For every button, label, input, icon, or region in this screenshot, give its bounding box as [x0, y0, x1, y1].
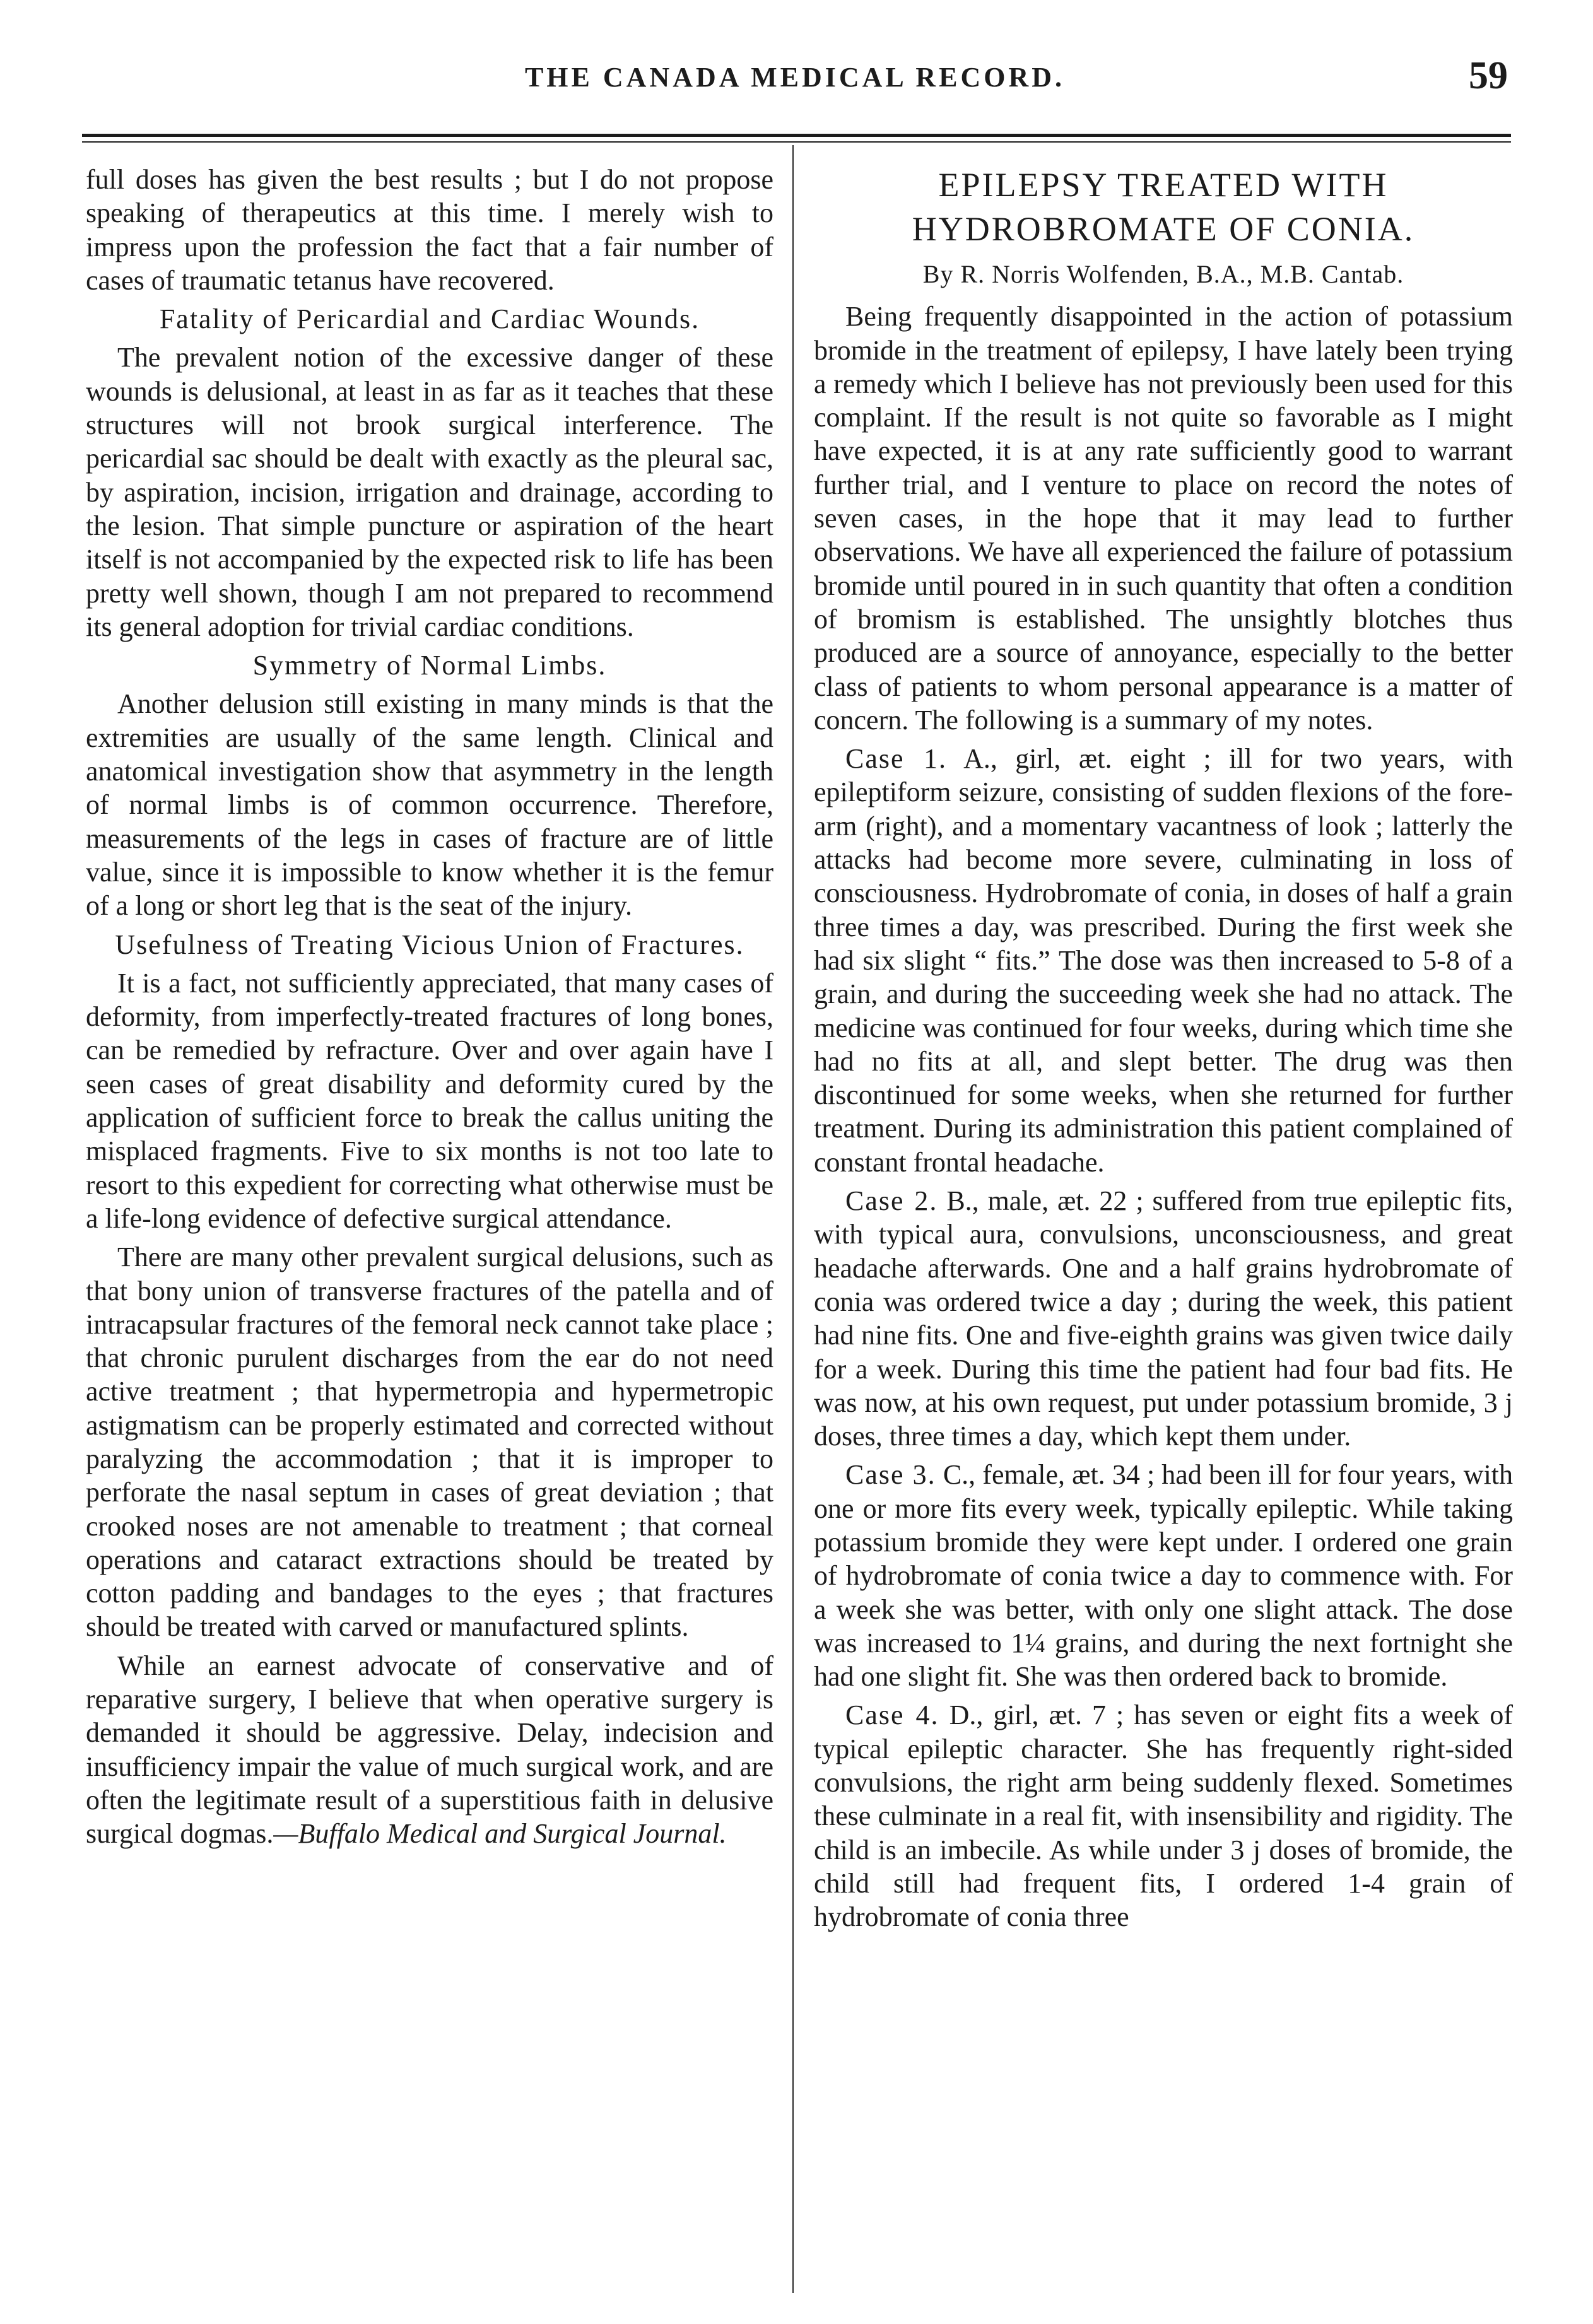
section-heading-symmetry: Symmetry of Normal Limbs. — [252, 650, 607, 681]
case-paragraph — [814, 1698, 1513, 1934]
article-intro: Being frequently disappointed in the action of potassium bromide in the treatment of epilepsy, I have lately been trying a remedy which I believe has not previously been used for this complaint. If the result is not quite so favorable as I might have expected, it is at any rate sufficiently good to warrant further trial, and I venture to place on record the notes of seven cases, in the hope that it may lead to further observations. We have all experienced the failure of potassium bromide until poured in in such quantity that often a condition of bromism is established. The unsightly blotches thus produced are a source of annoyance, especially to the better class of patients to whom personal appearance is a matter of concern. The following is a summary of my notes. — [814, 301, 1513, 736]
article-title: EPILEPSY TREATED WITH HYDROBROMATE OF CONIA. — [912, 166, 1415, 248]
paragraph-other-delusions: There are many other prevalent surgical delusions, such as that bony union of transverse fractures of the patella and of intracapsular fractures of the femoral neck cannot take place ; that chronic purulent discharges from the ear do not need active treatment ; that hypermetropia and hypermetropic astigmatism can be properly estimated and corrected without paralyzing the accommodation ; that it is improper to perforate the nasal septum in cases of great deviation ; that crooked noses are not amenable to treatment ; that corneal operations and cataract extractions should be treated by cotton padding and bandages to the eyes ; that fractures should be treated with carved or manufactured splints. — [86, 1241, 773, 1643]
journal-title: THE CANADA MEDICAL RECORD. — [524, 62, 1066, 93]
case-text: A., girl, æt. eight ; ill for two years, with epileptiform seizure, consisting of sudden flexions of the fore-arm (right), and a momentary vacantness of look ; latterly the attacks had become more severe, culminating in loss of consciousness. Hydrobromate of conia, in doses of half a grain three times a day, was prescribed. During the first week she had six slight “ fits.” The dose was then increased to 5-8 of a grain, and during the succeeding week she had no attack. The medicine was continued for four weeks, during which time she had no fits at all, and slept better. The drug was then discontinued for some weeks, when she returned for further treatment. During its administration this patient complained of constant frontal headache. — [814, 743, 1513, 1178]
running-head — [82, 54, 1508, 104]
header-rule-thin — [82, 141, 1511, 143]
section-heading-vicious-union: Usefulness of Treating Vicious Union of Fractures. — [115, 929, 744, 960]
section-body-pericardial: The prevalent notion of the excessive danger of these wounds is delusional, at least in as far as it teaches that these structures will not brook surgical interference. The pericardial sac should be dealt with exactly as the pleural sac, by aspiration, incision, irrigation and drainage, according to the lesion. That simple puncture or aspiration of the heart itself is not accompanied by the expected risk to life has been pretty well shown, though I am not prepared to recommend its general adoption for trivial cardiac conditions. — [86, 342, 773, 642]
header-rule-thick — [82, 134, 1511, 137]
page-number: 59 — [1469, 54, 1508, 97]
journal-citation: —Buffalo Medical and Surgical Journal. — [273, 1818, 727, 1850]
case-label: Case 3. — [845, 1459, 936, 1491]
column-divider — [792, 145, 794, 2293]
case-text: B., male, æt. 22 ; suffered from true epileptic fits, with typical aura, convulsions, unconsciousness, and great headache afterwards. One and a half grains hydrobromate of conia was ordered twice a day ; during the week, this patient had nine fits. One and five-eighth grains was given twice daily for a week. During this time the patient had four bad fits. He was now, at his own request, put under potassium bromide, 3 j doses, three times a day, which kept them under. — [814, 1185, 1513, 1452]
continued-paragraph: full doses has given the best results ; but I do not propose speaking of therapeutics at this time. I merely wish to impress upon the profession the fact that a fair number of cases of traumatic tetanus have recovered. — [86, 164, 773, 296]
section-heading-pericardial: Fatality of Pericardial and Cardiac Wounds. — [159, 303, 700, 335]
case-label: Case 4. — [845, 1699, 939, 1731]
left-column — [86, 163, 773, 1856]
case-label: Case 1. — [845, 743, 948, 775]
section-body-vicious-union: It is a fact, not sufficiently appreciated, that many cases of deformity, from imperfectly-treated fractures of long bones, can be remedied by refracture. Over and over again have I seen cases of great disability and deformity cured by the application of sufficient force to break the callus uniting the misplaced fragments. Five to six months is not too late to resort to this expedient for correcting what otherwise must be a life-long evidence of defective surgical attendance. — [86, 967, 773, 1234]
case-paragraph — [814, 742, 1513, 1179]
article-byline: By R. Norris Wolfenden, B.A., M.B. Cantab. — [922, 260, 1404, 288]
section-body-symmetry: Another delusion still existing in many minds is that the extremities are usually of the same length. Clinical and anatomical investigation show that asymmetry in the length of normal limbs is of common occurrence. Therefore, measurements of the legs in cases of fracture are of little value, since it is impossible to know whether it is the femur of a long or short leg that is the seat of the injury. — [86, 688, 773, 922]
paragraph-closing — [86, 1649, 773, 1851]
case-text: D., girl, æt. 7 ; has seven or eight fits a week of typical epileptic character. She has frequently right-sided convulsions, the right arm being suddenly flexed. Sometimes these culminate in a real fit, with insensibility and rigidity. The child is an imbecile. As while under 3 j doses of bromide, the child still had frequent fits, I ordered 1-4 grain of hydrobromate of conia three — [814, 1699, 1514, 1933]
case-text: C., female, æt. 34 ; had been ill for four years, with one or more fits every week, typically epileptic. While taking potassium bromide they were kept under. I ordered one grain of hydrobromate of conia twice a day to commence with. For a week she was better, with only one slight attack. The dose was increased to 1¼ grains, and during the next fortnight she had one slight fit. She was then ordered back to bromide. — [814, 1459, 1514, 1693]
right-column — [814, 163, 1513, 1939]
case-label: Case 2. — [845, 1185, 938, 1217]
case-paragraph — [814, 1458, 1513, 1693]
closing-text: While an earnest advocate of conservative and of reparative surgery, I believe that when operative surgery is demanded it should be aggressive. Delay, indecision and insufficiency impair the value of much surgical work, and are often the legitimate result of a superstitious faith in delusive surgical dogmas. — [86, 1650, 773, 1850]
case-paragraph — [814, 1184, 1513, 1453]
